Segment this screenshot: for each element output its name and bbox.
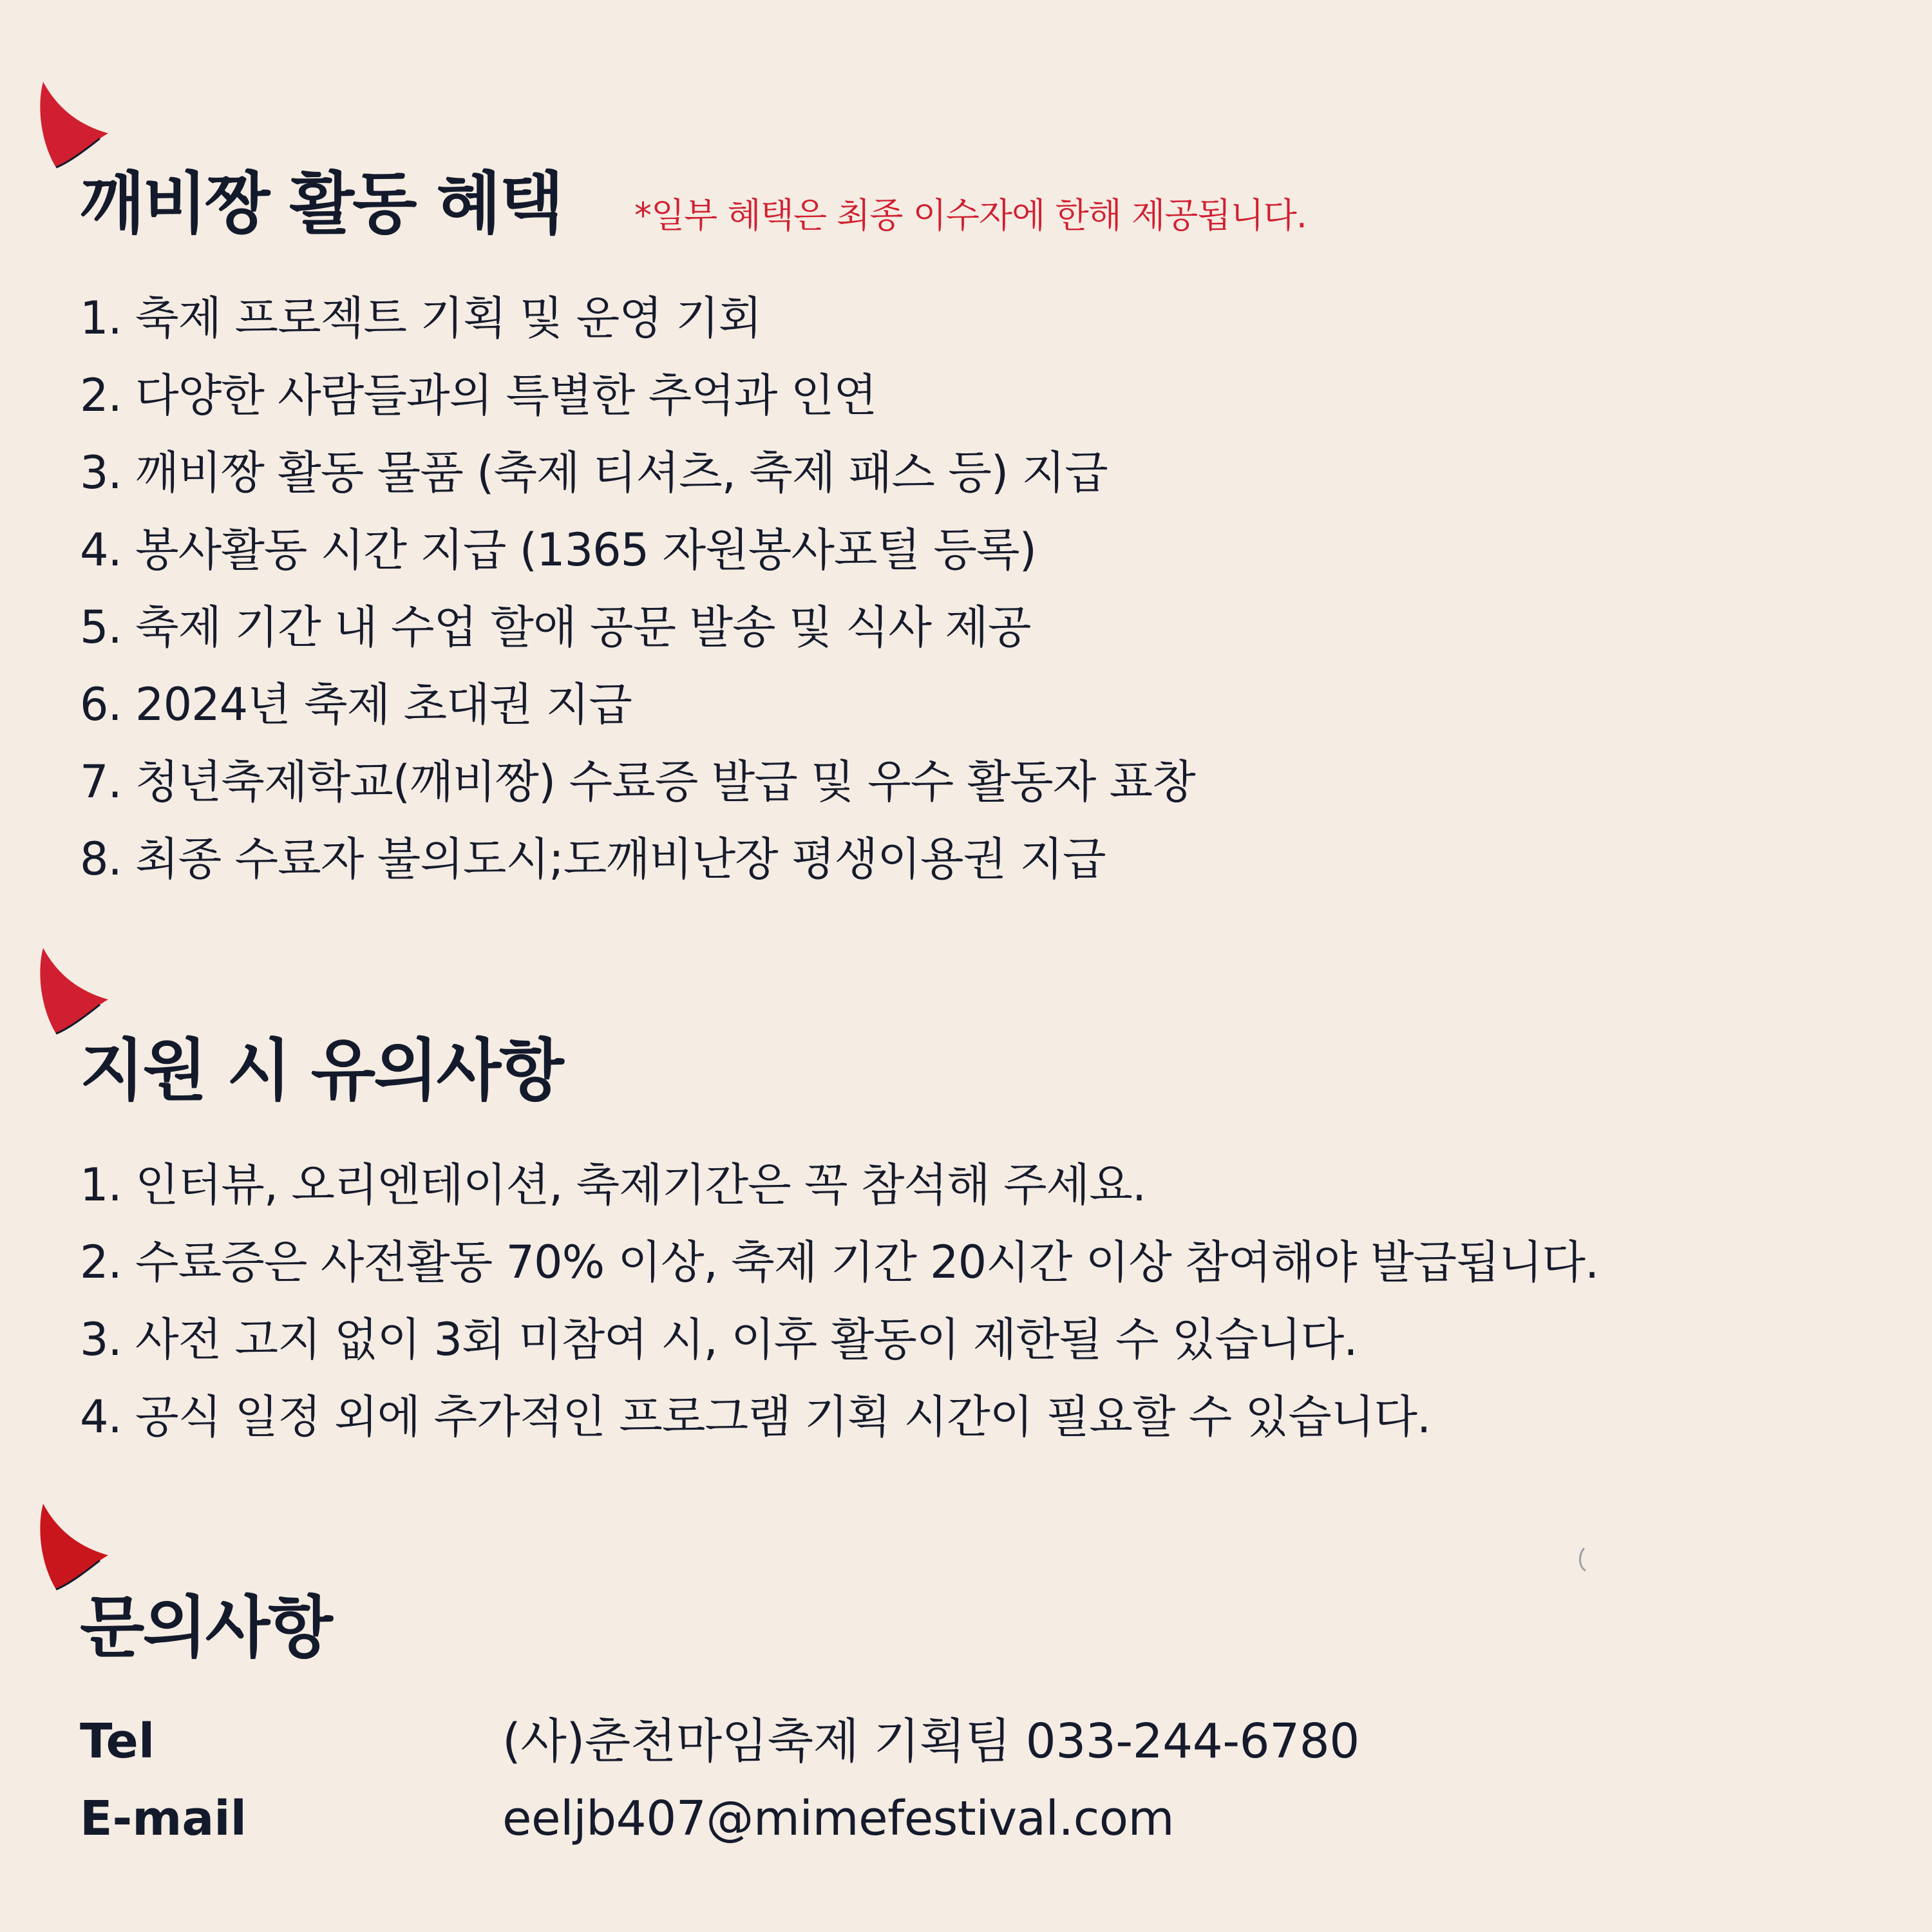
list-item: 1. 축제 프로젝트 기획 및 운영 기회	[80, 292, 762, 345]
list-item: 4. 공식 일정 외에 추가적인 프로그램 기획 시간이 필요할 수 있습니다.	[80, 1390, 1431, 1443]
list-item: 2. 다양한 사람들과의 특별한 추억과 인연	[80, 369, 876, 422]
list-item: 6. 2024년 축제 초대권 지급	[80, 678, 632, 731]
list-item: 4. 봉사활동 시간 지급 (1365 자원봉사포털 등록)	[80, 524, 1036, 576]
benefits-title: 깨비짱 활동 혜택	[80, 164, 562, 243]
cautions-list	[80, 1146, 1598, 1455]
list-item: 7. 청년축제학교(깨비짱) 수료증 발급 및 우수 활동자 표창	[80, 755, 1195, 808]
cautions-title: 지원 시 유의사항	[80, 1031, 562, 1110]
list-item: 5. 축제 기간 내 수업 할애 공문 발송 및 식사 제공	[80, 601, 1031, 654]
red-horn-icon	[35, 1502, 113, 1599]
email-label: E-mail	[80, 1791, 247, 1846]
small-curve-mark-icon	[1577, 1547, 1591, 1573]
list-item: 2. 수료증은 사전활동 70% 이상, 축제 기간 20시간 이상 참여해야 발급됩니다.	[80, 1236, 1599, 1289]
benefits-list	[80, 279, 1195, 898]
email-value[interactable]: eeljb407@mimefestival.com	[502, 1791, 1175, 1846]
tel-value[interactable]: (사)춘천마임축제 기획팀 033-244-6780	[502, 1714, 1359, 1769]
tel-label: Tel	[80, 1714, 155, 1769]
contact-title: 문의사항	[80, 1588, 331, 1667]
list-item: 3. 깨비짱 활동 물품 (축제 티셔츠, 축제 패스 등) 지급	[80, 446, 1108, 499]
benefits-note: *일부 혜택은 최종 이수자에 한해 제공됩니다.	[634, 195, 1307, 236]
list-item: 1. 인터뷰, 오리엔테이션, 축제기간은 꼭 참석해 주세요.	[80, 1159, 1146, 1211]
list-item: 8. 최종 수료자 불의도시;도깨비난장 평생이용권 지급	[80, 833, 1106, 886]
red-horn-icon	[35, 80, 113, 177]
red-horn-icon	[35, 947, 113, 1043]
list-item: 3. 사전 고지 없이 3회 미참여 시, 이후 활동이 제한될 수 있습니다.	[80, 1313, 1358, 1366]
